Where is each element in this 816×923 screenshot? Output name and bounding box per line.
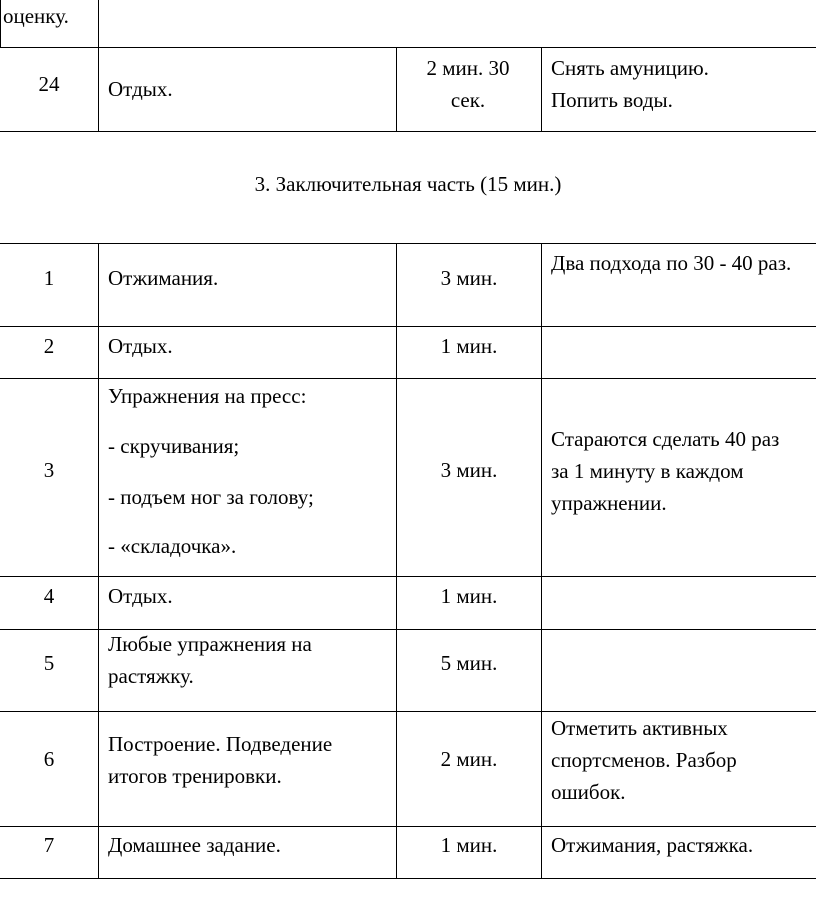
row-border [0,131,816,132]
row-border [0,326,816,327]
cell-duration: 2 мин. 30 сек. [426,56,510,112]
cell-number: 24 [38,72,60,96]
row-border [0,243,816,244]
column-border [98,0,99,132]
row-border [0,826,816,827]
cell-duration: 3 мин. [440,458,498,482]
cell-exercise-line: - «складочка». [108,534,237,558]
cell-exercise: Отдых. [108,334,173,358]
row-border [0,47,816,48]
cell-duration: 5 мин. [440,651,498,675]
column-border [0,0,1,48]
cell-note: Стараются сделать 40 раз за 1 минуту в каждом упражнении. [551,427,780,515]
cell-duration: 1 мин. [440,833,498,857]
row-border [0,378,816,379]
column-border [541,243,542,879]
cell-exercise: Построение. Подведение итогов тренировки. [108,732,333,788]
cell-number: 5 [43,651,55,675]
cell-exercise: Любые упражнения на растяжку. [108,632,312,688]
cell-note: Отжимания, растяжка. [551,833,754,857]
cell-exercise: Отжимания. [108,266,219,290]
cell-duration: 3 мин. [440,266,498,290]
cell-exercise-line: - подъем ног за голову; [108,485,314,509]
cell-duration: 1 мин. [440,584,498,608]
cell-note: Два подхода по 30 - 40 раз. [551,251,792,275]
cell-exercise: Домашнее задание. [108,833,281,857]
cell-number: 6 [43,747,55,771]
cell-number: 3 [43,458,55,482]
row-border [0,576,816,577]
cell-note: Отметить активных спортсменов. Разбор ошибок. [551,716,737,804]
cell-exercise-line: - скручивания; [108,434,240,458]
cell-duration: 1 мин. [440,334,498,358]
row-border [0,878,816,879]
cell-exercise: Отдых. [108,584,173,608]
cell-exercise-line: Упражнения на пресс: [108,384,307,408]
column-border [98,243,99,879]
cell-number: 1 [43,266,55,290]
column-border [541,47,542,132]
column-border [396,47,397,132]
cell-note: Снять амуницию. Попить воды. [551,56,709,112]
cell-number: 4 [43,584,55,608]
cell-exercise: Отдых. [108,77,173,101]
section-title: 3. Заключительная часть (15 мин.) [254,172,562,196]
cell-number: 7 [43,833,55,857]
cell-fragment: оценку. [3,4,69,28]
column-border [396,243,397,879]
cell-duration: 2 мин. [440,747,498,771]
cell-number: 2 [43,334,55,358]
